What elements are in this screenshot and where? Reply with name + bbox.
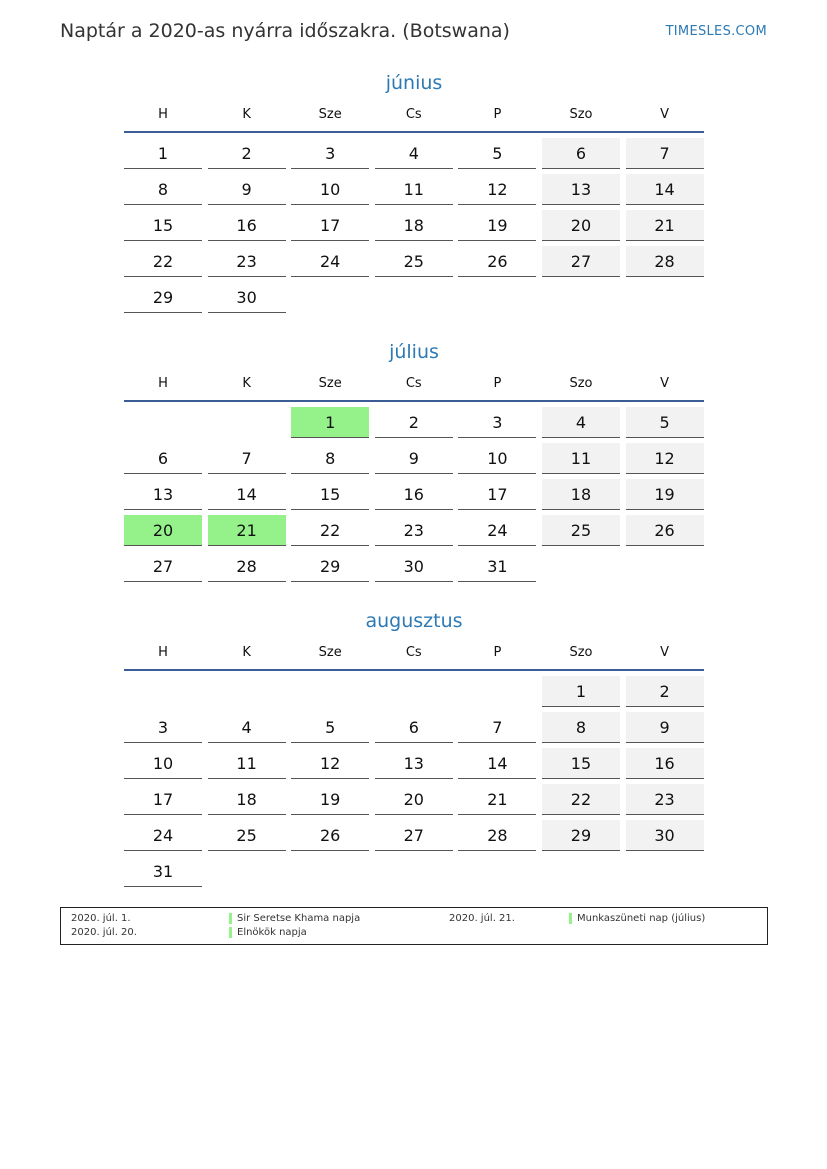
legend-holiday-name: Munkaszüneti nap (július)	[577, 913, 706, 924]
day-cell: 9	[626, 712, 704, 743]
day-cell: 17	[124, 784, 202, 815]
day-cell: 4	[208, 712, 286, 743]
weekday-label: Sze	[318, 645, 342, 660]
day-cell: 2	[626, 676, 704, 707]
day-cell: 25	[375, 246, 453, 277]
month-title: június	[385, 72, 443, 94]
legend-holiday-name: Sir Seretse Khama napja	[237, 913, 361, 924]
weekday-label: H	[158, 107, 168, 122]
day-cell: 29	[542, 820, 620, 851]
day-cell: 13	[542, 174, 620, 205]
day-cell: 3	[458, 407, 536, 438]
day-cell: 2	[375, 407, 453, 438]
weekday-label: K	[242, 107, 251, 122]
day-cell: 23	[375, 515, 453, 546]
day-cell: 28	[208, 551, 286, 582]
month-june	[124, 68, 704, 318]
day-cell: 27	[542, 246, 620, 277]
month-august	[124, 606, 704, 892]
day-cell: 9	[208, 174, 286, 205]
day-cell: 21	[458, 784, 536, 815]
legend-date: 2020. júl. 1.	[71, 913, 131, 924]
day-cell: 24	[291, 246, 369, 277]
day-cell: 25	[542, 515, 620, 546]
day-cell: 29	[291, 551, 369, 582]
day-grid	[124, 676, 704, 892]
weekday-label: P	[493, 645, 502, 660]
day-cell: 31	[124, 856, 202, 887]
day-cell: 3	[124, 712, 202, 743]
day-cell: 22	[124, 246, 202, 277]
legend-holiday-name: Elnökök napja	[237, 927, 307, 938]
day-cell: 7	[208, 443, 286, 474]
day-cell: 26	[291, 820, 369, 851]
weekday-header	[124, 98, 704, 133]
empty-cell	[291, 676, 369, 707]
day-cell: 18	[542, 479, 620, 510]
holiday-day-cell: 1	[291, 407, 369, 438]
holiday-day-cell: 21	[208, 515, 286, 546]
day-cell: 10	[458, 443, 536, 474]
legend-date: 2020. júl. 21.	[449, 913, 515, 924]
day-cell: 8	[542, 712, 620, 743]
day-cell: 9	[375, 443, 453, 474]
day-cell: 11	[542, 443, 620, 474]
day-cell: 6	[124, 443, 202, 474]
month-title: augusztus	[365, 610, 463, 632]
holiday-color-marker	[229, 927, 232, 938]
weekday-label: Cs	[405, 645, 422, 660]
day-cell: 27	[375, 820, 453, 851]
holiday-color-marker	[569, 913, 572, 924]
day-cell: 16	[208, 210, 286, 241]
day-cell: 6	[375, 712, 453, 743]
day-cell: 19	[458, 210, 536, 241]
weekday-label: V	[660, 376, 670, 391]
day-cell: 17	[458, 479, 536, 510]
day-cell: 1	[124, 138, 202, 169]
day-cell: 11	[208, 748, 286, 779]
weekday-label: Cs	[405, 107, 422, 122]
day-cell: 10	[124, 748, 202, 779]
day-cell: 7	[458, 712, 536, 743]
weekday-label: K	[242, 645, 251, 660]
holiday-day-cell: 20	[124, 515, 202, 546]
day-cell: 1	[542, 676, 620, 707]
day-cell: 12	[626, 443, 704, 474]
weekday-label: H	[158, 376, 168, 391]
day-grid	[124, 407, 704, 587]
weekday-label: Sze	[318, 376, 342, 391]
weekday-label: Szo	[569, 107, 593, 122]
day-grid	[124, 138, 704, 318]
day-cell: 2	[208, 138, 286, 169]
day-cell: 15	[291, 479, 369, 510]
empty-cell	[458, 676, 536, 707]
day-cell: 5	[291, 712, 369, 743]
day-cell: 7	[626, 138, 704, 169]
day-cell: 27	[124, 551, 202, 582]
day-cell: 13	[375, 748, 453, 779]
month-july	[124, 337, 704, 587]
holiday-legend	[60, 907, 768, 945]
weekday-label: V	[660, 645, 670, 660]
day-cell: 17	[291, 210, 369, 241]
brand-logo-text[interactable]: TIMESLES.COM	[665, 24, 767, 39]
weekday-label: P	[493, 376, 502, 391]
weekday-label: V	[660, 107, 670, 122]
day-cell: 22	[291, 515, 369, 546]
weekday-label: Sze	[318, 107, 342, 122]
weekday-label: K	[242, 376, 251, 391]
empty-cell	[124, 407, 202, 438]
month-title: július	[389, 341, 439, 363]
weekday-label: Szo	[569, 376, 593, 391]
day-cell: 8	[124, 174, 202, 205]
day-cell: 12	[291, 748, 369, 779]
day-cell: 26	[458, 246, 536, 277]
day-cell: 25	[208, 820, 286, 851]
day-cell: 20	[375, 784, 453, 815]
day-cell: 30	[375, 551, 453, 582]
day-cell: 4	[375, 138, 453, 169]
day-cell: 30	[208, 282, 286, 313]
day-cell: 19	[291, 784, 369, 815]
day-cell: 20	[542, 210, 620, 241]
day-cell: 4	[542, 407, 620, 438]
empty-cell	[375, 676, 453, 707]
day-cell: 28	[626, 246, 704, 277]
day-cell: 26	[626, 515, 704, 546]
empty-cell	[124, 676, 202, 707]
day-cell: 30	[626, 820, 704, 851]
day-cell: 18	[208, 784, 286, 815]
legend-date: 2020. júl. 20.	[71, 927, 137, 938]
day-cell: 19	[626, 479, 704, 510]
day-cell: 21	[626, 210, 704, 241]
day-cell: 31	[458, 551, 536, 582]
day-cell: 18	[375, 210, 453, 241]
day-cell: 8	[291, 443, 369, 474]
day-cell: 5	[458, 138, 536, 169]
empty-cell	[208, 676, 286, 707]
day-cell: 16	[626, 748, 704, 779]
day-cell: 28	[458, 820, 536, 851]
day-cell: 23	[626, 784, 704, 815]
day-cell: 29	[124, 282, 202, 313]
day-cell: 22	[542, 784, 620, 815]
weekday-label: Cs	[405, 376, 422, 391]
day-cell: 10	[291, 174, 369, 205]
day-cell: 6	[542, 138, 620, 169]
day-cell: 23	[208, 246, 286, 277]
holiday-color-marker	[229, 913, 232, 924]
day-cell: 14	[626, 174, 704, 205]
day-cell: 11	[375, 174, 453, 205]
day-cell: 14	[208, 479, 286, 510]
day-cell: 24	[124, 820, 202, 851]
day-cell: 14	[458, 748, 536, 779]
day-cell: 15	[542, 748, 620, 779]
weekday-header	[124, 636, 704, 671]
day-cell: 3	[291, 138, 369, 169]
empty-cell	[208, 407, 286, 438]
day-cell: 13	[124, 479, 202, 510]
day-cell: 5	[626, 407, 704, 438]
page-title: Naptár a 2020-as nyárra időszakra. (Botswana)	[60, 20, 510, 42]
day-cell: 16	[375, 479, 453, 510]
weekday-header	[124, 367, 704, 402]
weekday-label: H	[158, 645, 168, 660]
day-cell: 12	[458, 174, 536, 205]
day-cell: 15	[124, 210, 202, 241]
day-cell: 24	[458, 515, 536, 546]
weekday-label: P	[493, 107, 502, 122]
weekday-label: Szo	[569, 645, 593, 660]
